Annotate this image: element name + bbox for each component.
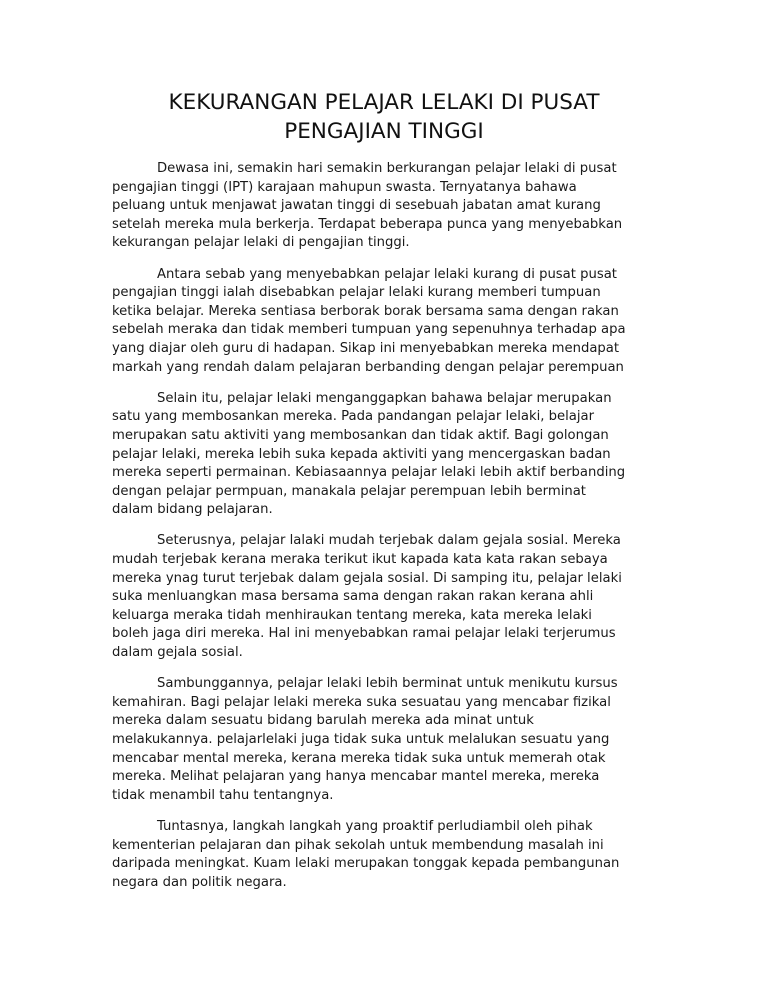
paragraph-line: kementerian pelajaran dan pihak sekolah untuk membendung masalah ini	[112, 837, 604, 853]
document-title	[100, 88, 668, 146]
paragraph-line: Sambunggannya, pelajar lelaki lebih berminat untuk menikutu kursus	[157, 676, 618, 692]
paragraph-line: suka menluangkan masa bersama sama dengan rakan rakan kerana ahli	[112, 589, 594, 605]
paragraph-line: kemahiran. Bagi pelajar lelaki mereka suka sesuatau yang mencabar fizikal	[112, 694, 611, 710]
paragraph-line: melakukannya. pelajarlelaki juga tidak suka untuk melalukan sesuatu yang	[112, 732, 610, 747]
paragraph-line: boleh jaga diri mereka. Hal ini menyebabkan ramai pelajar lelaki terjerumus	[112, 626, 616, 642]
title-line-2: PENGAJIAN TINGGI	[284, 119, 484, 144]
paragraph-line: merupakan satu aktiviti yang membosankan dan tidak aktif. Bagi golongan	[112, 427, 609, 443]
document-body	[112, 160, 660, 905]
paragraph-2	[112, 266, 660, 378]
paragraph-line: peluang untuk menjawat jawatan tinggi di sesebuah jabatan amat kurang	[112, 198, 601, 214]
paragraph-line: Antara sebab yang menyebabkan pelajar lelaki kurang di pusat pusat	[157, 266, 617, 282]
paragraph-line: pengajian tinggi ialah disebabkan pelajar lelaki kurang memberi tumpuan	[112, 285, 601, 301]
paragraph-3	[112, 390, 660, 520]
paragraph-line: negara dan politik negara.	[112, 874, 287, 890]
paragraph-line: markah yang rendah dalam pelajaran berbanding dengan pelajar perempuan	[112, 359, 624, 375]
paragraph-line: mereka ynag turut terjebak dalam gejala sosial. Di samping itu, pelajar lelaki	[112, 570, 622, 586]
paragraph-line: Dewasa ini, semakin hari semakin berkurangan pelajar lelaki di pusat	[157, 161, 617, 176]
paragraph-line: satu yang membosankan mereka. Pada pandangan pelajar lelaki, belajar	[112, 409, 595, 425]
paragraph-line: kekurangan pelajar lelaki di pengajian tinggi.	[112, 235, 410, 251]
paragraph-line: dalam bidang pelajaran.	[112, 502, 273, 518]
paragraph-line: mereka dalam sesuatu bidang barulah mereka ada minat untuk	[112, 713, 534, 729]
paragraph-line: dalam gejala sosial.	[112, 645, 243, 661]
paragraph-4	[112, 532, 660, 662]
paragraph-5	[112, 675, 660, 805]
paragraph-line: pelajar lelaki, mereka lebih suka kepada aktiviti yang mencergaskan badan	[112, 446, 611, 462]
paragraph-line: setelah mereka mula berkerja. Terdapat beberapa punca yang menyebabkan	[112, 216, 623, 232]
paragraph-line: sebelah meraka dan tidak memberi tumpuan yang sepenuhnya terhadap apa	[112, 322, 626, 338]
title-line-1: KEKURANGAN PELAJAR LELAKI DI PUSAT	[168, 90, 600, 115]
paragraph-line: mencabar mental mereka, kerana mereka tidak suka untuk memerah otak	[112, 750, 606, 766]
paragraph-line: mereka. Melihat pelajaran yang hanya mencabar mantel mereka, mereka	[112, 769, 600, 785]
paragraph-line: yang diajar oleh guru di hadapan. Sikap ini menyebabkan mereka mendapat	[112, 340, 620, 356]
paragraph-line: Tuntasnya, langkah langkah yang proaktif perludiambil oleh pihak	[157, 818, 593, 834]
paragraph-line: daripada meningkat. Kuam lelaki merupakan tonggak kepada pembangunan	[112, 856, 620, 872]
paragraph-line: pengajian tinggi (IPT) karajaan mahupun swasta. Ternyatanya bahawa	[112, 179, 577, 195]
paragraph-line: mudah terjebak kerana meraka terikut ikut kapada kata kata rakan sebaya	[112, 552, 608, 568]
paragraph-line: mereka seperti permainan. Kebiasaannya pelajar lelaki lebih aktif berbanding	[112, 465, 626, 481]
paragraph-line: Seterusnya, pelajar lalaki mudah terjebak dalam gejala sosial. Mereka	[157, 533, 621, 549]
paragraph-6	[112, 818, 660, 892]
paragraph-line: Selain itu, pelajar lelaki menganggapkan bahawa belajar merupakan	[157, 390, 612, 406]
paragraph-line: dengan pelajar permpuan, manakala pelajar perempuan lebih berminat	[112, 483, 586, 499]
paragraph-1	[112, 160, 660, 253]
paragraph-line: keluarga meraka tidah menhiraukan tentang mereka, kata mereka lelaki	[112, 607, 592, 623]
paragraph-line: tidak menambil tahu tentangnya.	[112, 787, 334, 803]
paragraph-line: ketika belajar. Mereka sentiasa berborak borak bersama sama dengan rakan	[112, 303, 619, 319]
